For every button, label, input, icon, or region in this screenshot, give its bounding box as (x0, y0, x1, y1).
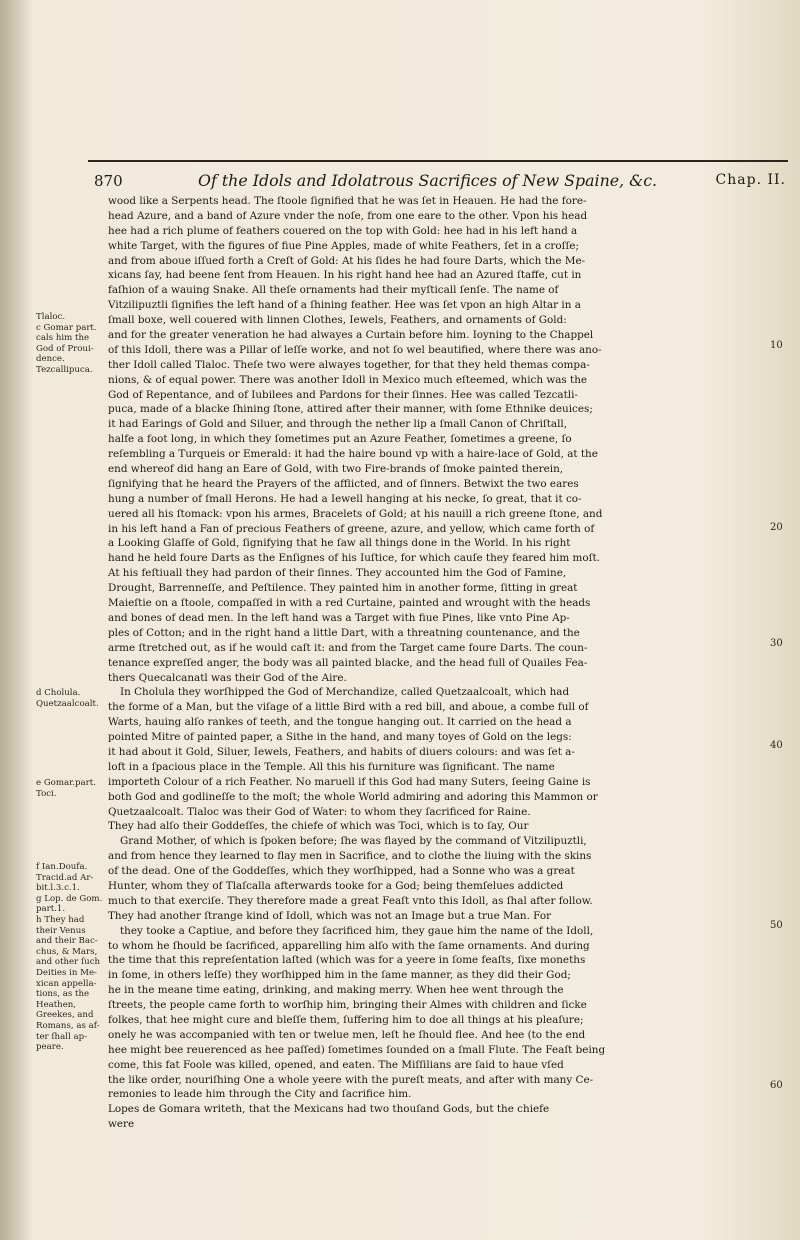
text-line: Quetzaalcoalt. Tlaloc was their God of Water: to whom they ſacrificed for Raine. (108, 805, 531, 818)
text-line: tenance expreſſed anger, the body was all painted blacke, and the head full of Quailes Fea- (108, 656, 588, 669)
text-line: wood like a Serpents head. The ſtoole ſignified that he was ſet in Heauen. He had the fore- (108, 195, 587, 207)
text-line: end whereof did hang an Eare of Gold, with two Fire-brands of ſmoke painted therein, (108, 463, 564, 476)
text-line: nions, & of equal power. There was another Idoll in Mexico much eſteemed, which was the (108, 373, 588, 386)
margin-note-line: Greekes, and (36, 1010, 94, 1021)
text-line: Grand Mother, of which is ſpoken before; ſhe was flayed by the command of Vitzilipuztli, (120, 835, 587, 848)
margin-note-toci (36, 778, 98, 799)
margin-note-line: xican appella- (36, 978, 97, 989)
body-text (108, 194, 768, 1132)
margin-note-line: d Cholula. (36, 688, 81, 698)
text-line: ther Idoll called Tlaloc. Theſe two were alwayes together, for that they held themas compa- (108, 358, 590, 371)
margin-note-line: part.1. (36, 904, 66, 915)
text-line: it had about it Gold, Siluer, Iewels, Feathers, and habits of diuers colours: and was ſet a- (108, 745, 575, 758)
margin-note-line: Tlaloc. (36, 312, 66, 322)
text-line: to whom he ſhould be ſacrificed, apparelling him alſo with the ſame ornaments. And during (108, 939, 590, 952)
margin-note-line: Deities in Me- (36, 967, 97, 978)
line-number: 50 (770, 920, 783, 931)
margin-note-line: Tezcallipuca. (36, 364, 93, 375)
text-line: come, this fat Foole was killed, opened, and eaten. The Miſſilians are ſaid to haue vſed (108, 1058, 564, 1071)
text-line: At his feſtiuall they had pardon of their ſinnes. They accounted him the God of Famine, (108, 567, 567, 580)
text-line: reſembling a Turqueis or Emerald: it had the haire bound vp with a haire-lace of Gold, at the (108, 448, 598, 461)
text-line: Drought, Barrenneſſe, and Peſtilence. They painted him in another forme, ſitting in great (108, 582, 578, 595)
margin-note-tlaloc (36, 312, 98, 376)
text-line: arme ſtretched out, as if he would caſt it: and from the Target came foure Darts. The coun- (108, 641, 588, 654)
text-line: it had Earings of Gold and Siluer, and through the nether lip a ſmall Canon of Chriſtall, (108, 418, 568, 431)
running-title: Of the Idols and Idolatrous Sacrifices of New Spaine, &c. (198, 171, 658, 190)
text-line: the time that this repreſentation laſted (which was for a yeere in ſome feaſts, ſixe moneths (108, 954, 586, 967)
text-line: ples of Cotton; and in the right hand a little Dart, with a threatning countenance, and the (108, 626, 580, 639)
text-line: the like order, nouriſhing One a whole yeere with the pureſt meats, and after with many Ce- (108, 1073, 594, 1086)
margin-note-line: tions, as the (36, 989, 90, 1000)
text-line: a Looking Glaſſe of Gold, ſignifying that he ſaw all things done in the World. In his right (108, 537, 571, 550)
margin-note-line: bit.l.3.c.1. (36, 883, 80, 894)
page-number: 870 (94, 172, 123, 190)
text-line: hee had a rich plume of feathers couered on the top with Gold: hee had in his left hand a (108, 224, 578, 237)
text-line: They had alſo their Goddeſſes, the chiefe of which was Toci, which is to ſay, Our (108, 820, 529, 833)
text-line: Warts, hauing alſo rankes of teeth, and the tongue hanging out. It carried on the head a (108, 716, 572, 729)
text-line: hand he held foure Darts as the Enſignes of his Iuſtice, for which cauſe they feared him moſt. (108, 552, 600, 565)
text-line: thers Quecalcanatl was their God of the Aire. (108, 671, 347, 684)
margin-note-line: e Gomar.part. (36, 778, 96, 788)
line-number: 60 (770, 1080, 783, 1091)
margin-note-references (36, 862, 103, 1053)
text-line: xicans ſay, had beene ſent from Heauen. In his right hand hee had an Azured ſtaffe, cut in (108, 269, 582, 282)
line-number: 30 (770, 638, 783, 649)
text-line: faſhion of a wauing Snake. All theſe ornaments had their myſticall ſenſe. The name of (108, 284, 559, 297)
text-line: In Cholula they worſhipped the God of Merchandize, called Quetzaalcoalt, which had (120, 686, 570, 699)
margin-note-line: ter ſhall ap- (36, 1031, 87, 1042)
text-line: were (108, 1118, 135, 1131)
margin-note-line: and their Bac- (36, 936, 98, 947)
line-number: 40 (770, 740, 783, 751)
text-line: head Azure, and a band of Azure vnder the noſe, from one eare to the other. Vpon his head (108, 209, 588, 222)
margin-note-line: peare. (36, 1042, 64, 1053)
margin-note-line: Quetzaalcoalt. (36, 698, 99, 709)
margin-note-line: dence. (36, 354, 65, 365)
text-line: folkes, that hee might cure and bleſſe them, ſuffering him to doe all things at his pleaſure; (108, 1013, 584, 1026)
text-line: importeth Colour of a rich Feather. No maruell if this God had many Suters, ſeeing Gaine is (108, 775, 591, 788)
text-line: in his left hand a Fan of precious Feathers of greene, azure, and yellow, which came forth of (108, 522, 595, 535)
margin-note-line: h They had (36, 914, 85, 925)
text-line: uered all his ſtomack: vpon his armes, Bracelets of Gold; at his nauill a rich greene ſtone, and (108, 507, 603, 520)
margin-note-cholula (36, 688, 98, 709)
text-line: much to that exerciſe. They therefore made a great Feaſt vnto this Idoll, as ſhal after follow. (108, 894, 593, 907)
text-line: puca, made of a blacke ſhining ſtone, attired after their manner, with ſome Ethnike deuices; (108, 403, 593, 416)
margin-note-line: chus, & Mars, (36, 946, 98, 957)
text-line: onely he was accompanied with ten or twelue men, leſt he ſhould flee. And hee (to the end (108, 1028, 586, 1041)
text-line: white Target, with the figures of fiue Pine Apples, made of white Feathers, ſet in a croſſe; (108, 239, 579, 252)
header-rule (88, 160, 788, 162)
text-line: Vitzilipuztli ſignifies the left hand of a ſhining feather. Hee was ſet vpon an high Altar in a (108, 299, 581, 312)
text-line: hee might bee reuerenced as hee paſſed) ſometimes ſounded on a ſmall Flute. The Feaſt being (108, 1043, 606, 1056)
margin-note-line: Romans, as af- (36, 1020, 100, 1031)
margin-note-line: and other ſuch (36, 957, 101, 968)
margin-note-line: c Gomar part. (36, 322, 97, 333)
text-line: ſtreets, the people came forth to worſhip him, bringing their Almes with children and ſicke (108, 999, 587, 1012)
margin-note-line: Heathen, (36, 999, 77, 1010)
margin-note-line: Tracid.ad Ar- (36, 872, 94, 883)
text-line: the forme of a Man, but the viſage of a little Bird with a red bill, and aboue, a combe full of (108, 701, 589, 714)
text-line: he in the meane time eating, drinking, and making merry. When hee went through the (108, 984, 564, 997)
text-line: Lopes de Gomara writeth, that the Mexicans had two thouſand Gods, but the chiefe (108, 1103, 550, 1116)
text-line: pointed Mitre of painted paper, a Sithe in the hand, and many toyes of Gold on the legs: (108, 731, 572, 744)
line-number: 20 (770, 522, 783, 533)
text-line: loft in a ſpacious place in the Temple. All this his furniture was ſignificant. The name (108, 760, 555, 773)
text-line: remonies to leade him through the City and ſacrifice him. (108, 1088, 412, 1101)
margin-note-line: f Ian.Doufa. (36, 862, 88, 872)
text-line: ſignifying that he heard the Prayers of the afflicted, and of ſinners. Betwixt the two eares (108, 477, 579, 490)
text-line: They had another ſtrange kind of Idoll, which was not an Image but a true Man. For (108, 909, 552, 922)
text-line: of the dead. One of the Goddeſſes, which they worſhipped, had a Sonne who was a great (108, 865, 575, 878)
text-line: of this Idoll, there was a Pillar of leſſe worke, and not ſo wel beautified, where there was ano- (108, 343, 602, 356)
running-header (88, 168, 788, 194)
text-line: Maieſtie on a ſtoole, compaſſed in with a red Curtaine, painted and wrought with the heads (108, 597, 591, 610)
text-line: Hunter, whom they of Tlaſcalla afterwards tooke for a God; being themſelues addicted (108, 879, 564, 892)
margin-note-line: g Lop. de Gom. (36, 893, 103, 904)
text-line: in ſome, in others leſſe) they worſhipped him in the ſame manner, as they did their God; (108, 969, 571, 982)
text-line: ſmall boxe, well couered with linnen Clothes, Iewels, Feathers, and ornaments of Gold: (108, 314, 567, 327)
text-line: they tooke a Captiue, and before they ſacrificed him, they gaue him the name of the Idoll, (120, 924, 594, 937)
margin-note-line: God of Proui- (36, 343, 94, 354)
text-line: and bones of dead men. In the left hand was a Target with fiue Pines, like vnto Pine Ap- (108, 611, 570, 624)
margin-note-line: Toci. (36, 788, 57, 799)
text-line: God of Repentance, and of Iubilees and Pardons for their ſinnes. Hee was called Tezcatli- (108, 388, 578, 401)
text-line: both God and godlineſſe to the moſt; the whole World admiring and adoring this Mammon or (108, 790, 598, 803)
chapter-label: Chap. II. (715, 172, 786, 188)
margin-note-line: cals him the (36, 333, 90, 344)
text-line: and from hence they learned to flay men in Sacrifice, and to clothe the liuing with the skins (108, 850, 592, 863)
text-line: and for the greater veneration he had alwayes a Curtain before him. Ioyning to the Chappel (108, 329, 594, 342)
line-number: 10 (770, 340, 783, 351)
text-line: hung a number of ſmall Herons. He had a Iewell hanging at his necke, ſo great, that it co- (108, 492, 582, 505)
binding-shadow (0, 0, 34, 1240)
text-line: halfe a foot long, in which they ſometimes put an Azure Feather, ſometimes a greene, ſo (108, 433, 572, 446)
text-line: and from aboue iſſued forth a Creſt of Gold: At his ſides he had foure Darts, which the Me- (108, 254, 586, 267)
margin-note-line: their Venus (36, 925, 86, 936)
